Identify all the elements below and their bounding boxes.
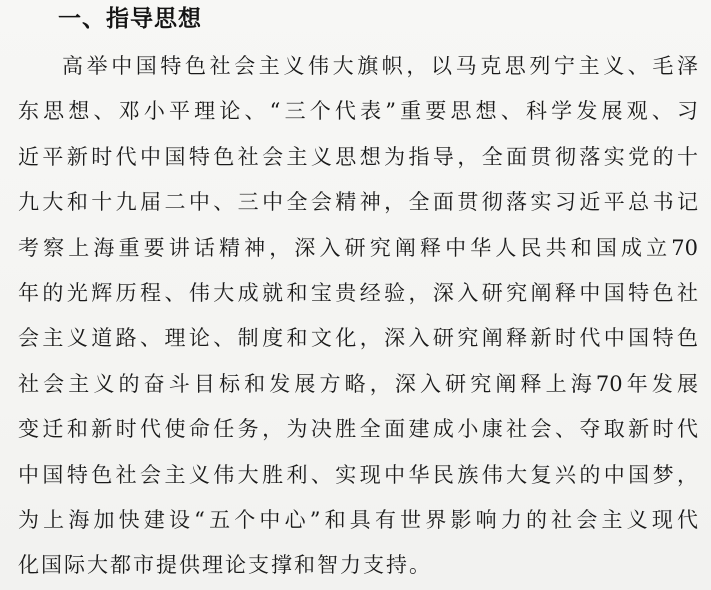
paragraph-line: 近平新时代中国特色社会主义思想为指导，全面贯彻落实党的十 [18,144,698,169]
paragraph-line: 年的光辉历程、伟大成就和宝贵经验，深入研究阐释中国特色社 [18,280,698,305]
paragraph-line: 东思想、邓小平理论、“三个代表”重要思想、科学发展观、习 [18,99,698,124]
paragraph-line: 化国际大都市提供理论支撑和智力支持。 [18,553,432,578]
paragraph-line: 社会主义的奋斗目标和发展方略，深入研究阐释上海70年发展 [18,371,698,396]
body-paragraph [18,44,698,589]
paragraph-line: 九大和十九届二中、三中全会精神，全面贯彻落实习近平总书记 [18,190,698,215]
paragraph-line: 为上海加快建设“五个中心”和具有世界影响力的社会主义现代 [18,507,698,532]
paragraph-line: 变迁和新时代使命任务，为决胜全面建成小康社会、夺取新时代 [18,417,698,442]
paragraph-line: 中国特色社会主义伟大胜利、实现中华民族伟大复兴的中国梦， [18,462,698,487]
section-heading: 一、指导思想 [58,6,202,32]
paragraph-line: 高举中国特色社会主义伟大旗帜，以马克思列宁主义、毛泽 [62,54,698,78]
paragraph-line: 考察上海重要讲话精神，深入研究阐释中华人民共和国成立70 [18,235,698,260]
paragraph-line: 会主义道路、理论、制度和文化，深入研究阐释新时代中国特色 [18,326,698,351]
